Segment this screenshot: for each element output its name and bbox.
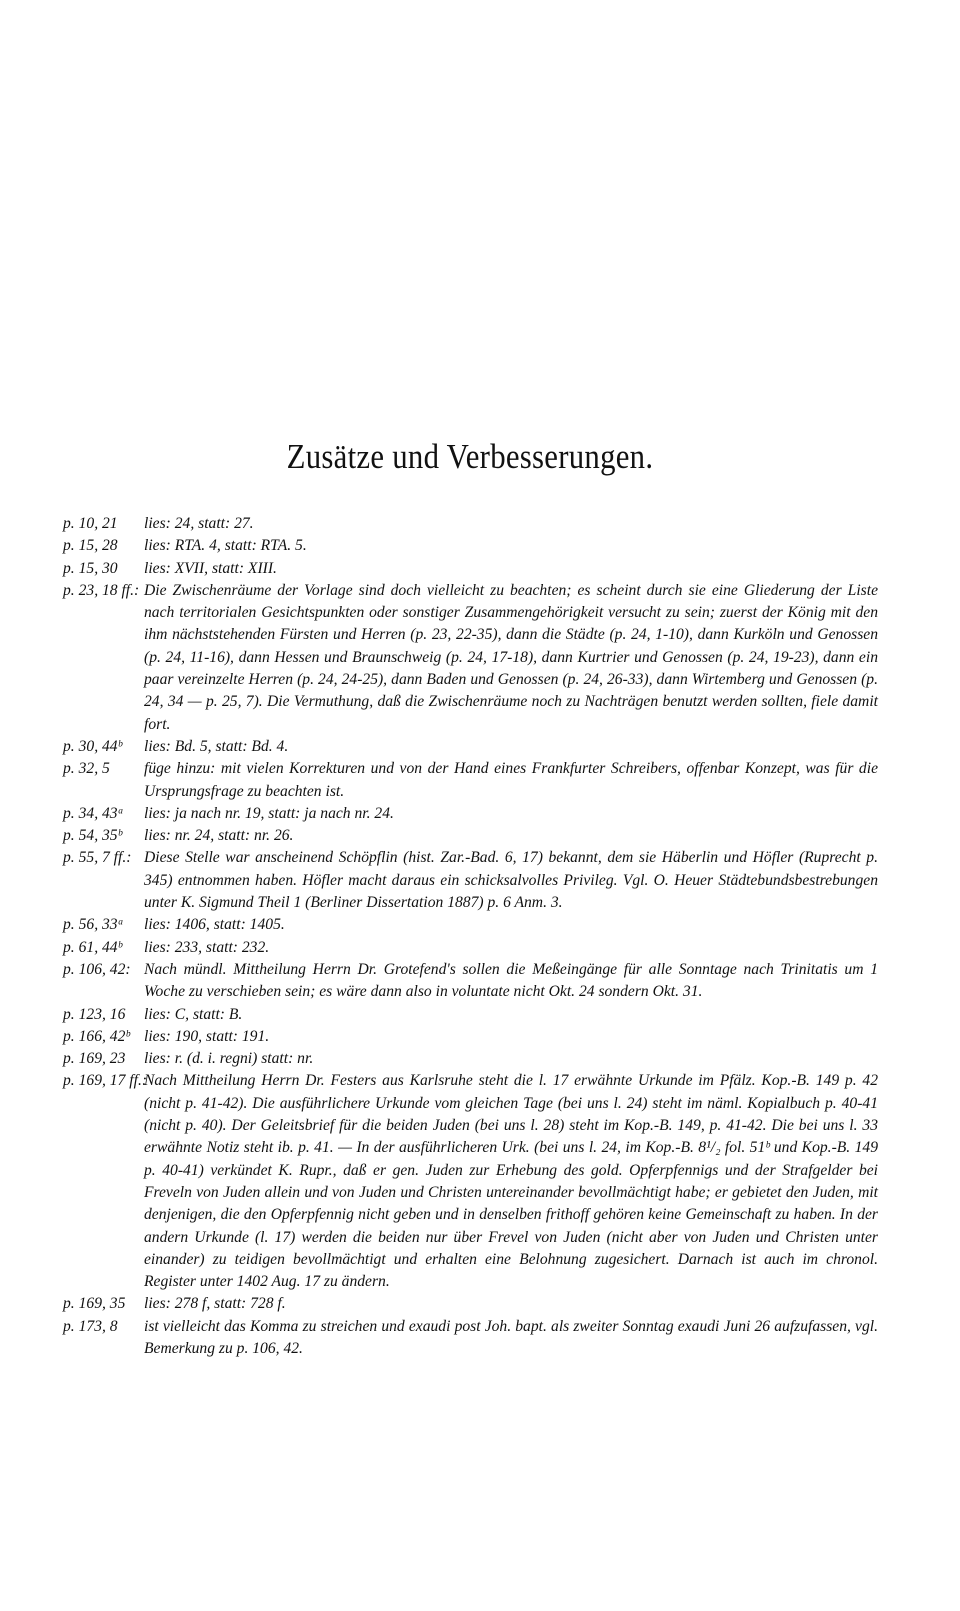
correction-text: lies: nr. 24, statt: nr. 26. [144, 827, 294, 845]
page-title: Zusätze und Verbesserungen. [286, 437, 654, 476]
correction-text: lies: 190, statt: 191. [144, 1027, 270, 1045]
page-reference: p. 169, 17 ff.: [63, 1072, 148, 1090]
page-reference: p. 32, 5 [63, 760, 110, 778]
page-reference: p. 30, 44ᵇ [63, 737, 122, 755]
errata-entry [63, 1293, 878, 1315]
page-reference: p. 23, 18 ff.: [63, 581, 140, 599]
errata-list [63, 513, 878, 1360]
page-reference: p. 34, 43ᵃ [63, 804, 124, 822]
page-reference: p. 15, 28 [63, 537, 118, 555]
errata-entry [63, 1026, 878, 1048]
errata-entry [63, 1004, 878, 1026]
page-reference: p. 10, 21 [63, 515, 118, 532]
correction-text: lies: r. (d. i. regni) statt: nr. [144, 1050, 314, 1068]
correction-text: Die Zwischenräume der Vorlage sind doch vielleicht zu beachten; es scheint durch sie eine Gliederung der Liste nach territorialen Gesichtspunkten oder sonstiger Zusammengehörigkeit versucht zu sein; zuerst der König mit den ihm nächststehenden Fürsten und Herren (p. 23, 22-35), dann die Städte (p. 24, 1-10), dann Kurköln und Genossen (p. 24, 11-16), dann Hessen und Braunschweig (p. 24, 17-18), dann Kurtrier und Genossen (p. 24, 19-23), dann ein paar vereinzelte Herren (p. 24, 24-25), dann Baden und Genossen (p. 24, 26-33), dann Wirtemberg und Genossen (p. 24, 34 — p. 25, 7). Die Vermuthung, daß die Zwischenräume noch zu Nachträgen benutzt werden sollten, fiele damit fort. [144, 581, 878, 733]
correction-text: lies: RTA. 4, statt: RTA. 5. [144, 537, 307, 555]
page-reference: p. 123, 16 [63, 1005, 126, 1023]
errata-entry [63, 825, 878, 847]
errata-entry [63, 959, 878, 1004]
correction-text: lies: ja nach nr. 19, statt: ja nach nr. 24. [144, 804, 394, 822]
errata-entry [63, 580, 878, 736]
page-reference: p. 166, 42ᵇ [63, 1027, 130, 1045]
correction-text: lies: 233, statt: 232. [144, 938, 270, 956]
correction-text: lies: 1406, statt: 1405. [144, 916, 285, 934]
correction-text: füge hinzu: mit vielen Korrekturen und von der Hand eines Frankfurter Schreibers, offenbar Konzept, was für die Ursprungsfrage zu beachten ist. [144, 760, 878, 800]
correction-text: Nach Mittheilung Herrn Dr. Festers aus Karlsruhe steht die l. 17 erwähnte Urkunde im Pfälz. Kop.-B. 149 p. 42 (nicht p. 41-42). Die ausführlichere Urkunde vom gleichen Tage (bei uns l. 24) steht im näml. Kopialbuch p. 40-41 (nicht p. 40). Der Geleitsbrief für die beiden Juden (bei uns l. 28) steht im Kop.-B. 149, p. 41-42. Die bei uns l. 33 erwähnte Notiz steht ib. p. 41. — In der ausführlicheren Urk. (bei uns l. 24, im Kop.-B. 8¹/₂ fol. 51ᵇ und Kop.-B. 149 p. 40-41) verkündet K. Rupr., daß er gen. Juden zur Erhebung des gold. Opferpfennigs und der Strafgelder bei Freveln von Juden allein und von Juden und Christen untereinander bevollmächtigt habe; er gebietet den Juden, mit denjenigen, die den Opferpfennig nicht geben und in denselben frithoff gehören keine Gemeinschaft zu haben. In der andern Urkunde (l. 17) werden die beiden nur über Frevel von Juden (nicht aber von Juden und Christen unter einander) zu teidigen bevollmächtigt und erhalten eine Belohnung zugesichert. Darnach ist auch im chronol. Register unter 1402 Aug. 17 zu ändern. [144, 1072, 878, 1291]
errata-entry [63, 736, 878, 758]
page-reference: p. 15, 30 [63, 559, 118, 577]
errata-entry [63, 803, 878, 825]
errata-entry [63, 847, 878, 914]
errata-entry [63, 535, 878, 557]
errata-entry [63, 1048, 878, 1070]
errata-entry [63, 1316, 878, 1361]
page-reference: p. 169, 23 [63, 1050, 126, 1068]
errata-entry [63, 937, 878, 959]
correction-text: lies: XVII, statt: XIII. [144, 559, 277, 577]
correction-text: lies: 278 f, statt: 728 f. [144, 1295, 286, 1313]
correction-text: lies: 24, statt: 27. [144, 515, 254, 532]
page-reference: p. 56, 33ᵃ [63, 916, 124, 934]
errata-entry [63, 758, 878, 803]
page-reference: p. 61, 44ᵇ [63, 938, 122, 956]
errata-entry [63, 914, 878, 936]
errata-entry [63, 558, 878, 580]
page-reference: p. 169, 35 [63, 1295, 126, 1313]
errata-entry [63, 1070, 878, 1293]
page-reference: p. 55, 7 ff.: [63, 849, 132, 867]
correction-text: Nach mündl. Mittheilung Herrn Dr. Grotefend's sollen die Meßeingänge für alle Sonntage nach Trinitatis um 1 Woche zu verschieben sein; es wäre dann also in voluntate nicht Okt. 24 sondern Okt. 31. [144, 960, 878, 1001]
correction-text: lies: C, statt: B. [144, 1005, 243, 1023]
page-reference: p. 106, 42: [63, 960, 131, 978]
page-reference: p. 173, 8 [63, 1317, 118, 1335]
errata-entry [63, 513, 878, 535]
correction-text: lies: Bd. 5, statt: Bd. 4. [144, 737, 289, 755]
correction-text: Diese Stelle war anscheinend Schöpflin (hist. Zar.-Bad. 6, 17) bekannt, dem sie Häberlin und Höfler (Ruprecht p. 345) entnommen haben. Höfler macht daraus ein schicksalvolles Privileg. Vgl. O. Heuer Städtebundsbestrebungen unter K. Sigmund Theil 1 (Berliner Dissertation 1887) p. 6 Anm. 3. [144, 849, 878, 912]
correction-text: ist vielleicht das Komma zu streichen und exaudi post Joh. bapt. als zweiter Sonntag exaudi Juni 26 aufzufassen, vgl. Bemerkung zu p. 106, 42. [144, 1317, 878, 1357]
page-reference: p. 54, 35ᵇ [63, 827, 122, 845]
